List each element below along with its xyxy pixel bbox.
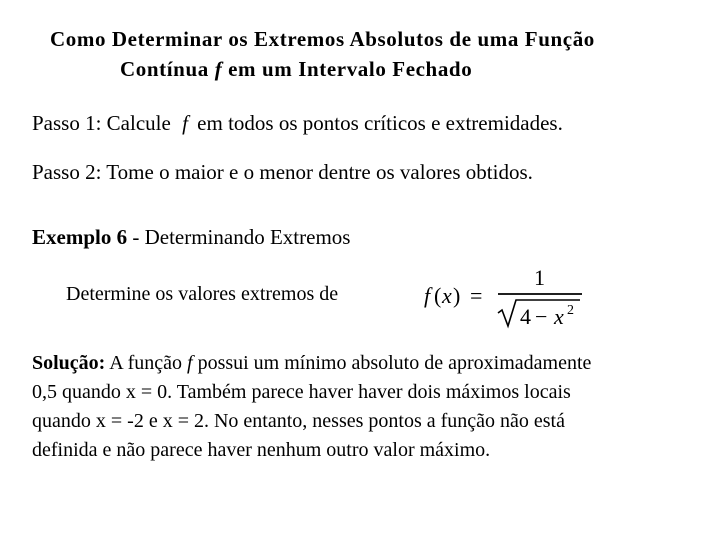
radicand-exponent: 2 — [567, 303, 574, 318]
solution-function-symbol: f — [187, 352, 193, 374]
example-heading — [32, 222, 350, 252]
example-label: Exemplo 6 — [32, 225, 128, 249]
title-line-2-suffix: em um Intervalo Fechado — [222, 57, 473, 81]
radicand-variable: x — [554, 304, 564, 329]
radicand-minus: − — [535, 304, 548, 329]
formula-paren-open: ( — [434, 283, 442, 308]
solution-label: Solução: — [32, 352, 106, 374]
solution-line-2: 0,5 quando x = 0. Também parece haver haver dois máximos locais — [32, 381, 571, 403]
solution-line-4: definida e não parece haver nenhum outro valor máximo. — [32, 439, 491, 461]
formula-numerator: 1 — [534, 265, 545, 290]
step-1-function-symbol: f — [182, 111, 188, 135]
title-line-2-prefix: Contínua — [120, 57, 215, 81]
function-formula — [420, 262, 590, 334]
step-1-prefix: Passo 1: Calcule — [32, 111, 177, 135]
formula-equals: = — [470, 283, 483, 308]
determine-prompt: Determine os valores extremos de — [66, 283, 339, 305]
solution-line-1-b: possui um mínimo absoluto de aproximadamente — [192, 352, 592, 374]
step-1-suffix: em todos os pontos críticos e extremidades. — [191, 111, 563, 135]
title-function-symbol: f — [214, 57, 223, 81]
title-line-1: Como Determinar os Extremos Absolutos de uma Função — [50, 27, 595, 51]
solution-line-1 — [32, 349, 716, 378]
formula-paren-close: ) — [453, 283, 461, 308]
solution-line-3: quando x = -2 e x = 2. No entanto, nesses pontos a função não está — [32, 410, 565, 432]
formula-f: f — [424, 283, 431, 308]
solution-line-1-a: A função — [105, 352, 187, 374]
example-title: - Determinando Extremos — [127, 225, 351, 249]
title-line-2 — [120, 54, 472, 84]
formula-x: x — [442, 283, 452, 308]
solution-paragraph — [32, 349, 716, 465]
step-2: Passo 2: Tome o maior e o menor dentre os valores obtidos. — [32, 160, 533, 184]
radicand-constant: 4 — [520, 304, 531, 329]
step-1 — [32, 108, 563, 138]
